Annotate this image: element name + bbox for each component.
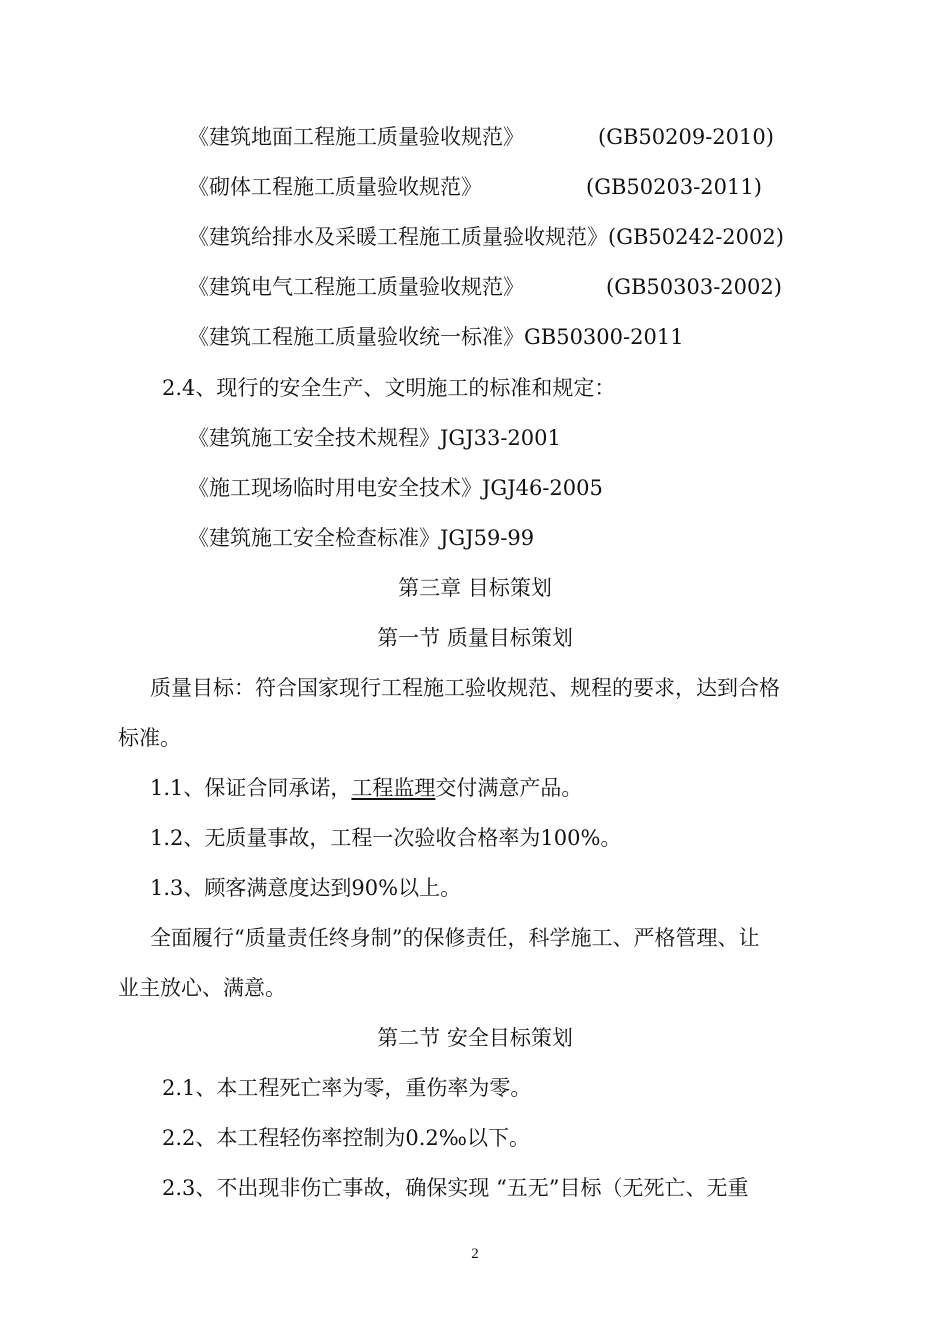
standard-title: 《砌体工程施工质量验收规范》 — [188, 175, 482, 199]
quality-item-1 — [150, 773, 582, 803]
quality-item-1-prefix: 1.1、保证合同承诺， — [150, 776, 352, 800]
quality-item-3: 1.3、顾客满意度达到90%以上。 — [150, 876, 462, 900]
safety-standard-item: 《施工现场临时用电安全技术》JGJ46-2005 — [188, 476, 603, 500]
standard-code: (GB50203-2011) — [586, 175, 762, 199]
page-number: 2 — [471, 1246, 479, 1262]
safety-item-3: 2.3、不出现非伤亡事故，确保实现 “五无”目标（无死亡、无重 — [162, 1176, 749, 1200]
quality-item-2: 1.2、无质量事故，工程一次验收合格率为100%。 — [150, 826, 622, 850]
section-1-title: 第一节 质量目标策划 — [377, 626, 573, 650]
standard-code: (GB50242-2002) — [608, 225, 784, 249]
standard-item-electrical — [188, 272, 782, 302]
section-2-4-heading: 2.4、现行的安全生产、文明施工的标准和规定： — [162, 376, 616, 400]
safety-standard-item: 《建筑施工安全技术规程》JGJ33-2001 — [188, 426, 561, 450]
quality-item-1-suffix: 交付满意产品。 — [435, 776, 583, 800]
section-2-title: 第二节 安全目标策划 — [377, 1026, 573, 1050]
supervision-link[interactable]: 工程监理 — [351, 776, 436, 800]
standard-item-plumbing — [188, 222, 784, 252]
safety-standard-item: 《建筑施工安全检查标准》JGJ59-99 — [188, 526, 535, 550]
quality-goal-line1: 质量目标：符合国家现行工程施工验收规范、规程的要求，达到合格 — [150, 676, 780, 700]
standard-title: 《建筑地面工程施工质量验收规范》 — [188, 125, 524, 149]
standard-item-unified — [188, 322, 684, 352]
standard-title: 《建筑给排水及采暖工程施工质量验收规范》 — [188, 225, 608, 249]
quality-closing-line2: 业主放心、满意。 — [118, 976, 286, 1000]
standard-item-masonry — [188, 172, 762, 202]
chapter-title: 第三章 目标策划 — [398, 576, 552, 600]
quality-goal-line2: 标准。 — [118, 726, 181, 750]
standard-title: 《建筑工程施工质量验收统一标准》 — [188, 325, 524, 349]
quality-closing-line1: 全面履行“质量责任终身制”的保修责任，科学施工、严格管理、让 — [150, 926, 760, 950]
safety-item-1: 2.1、本工程死亡率为零，重伤率为零。 — [162, 1076, 532, 1100]
standard-code: (GB50303-2002) — [606, 275, 782, 299]
standard-item-ground — [188, 122, 774, 152]
standard-code: (GB50209-2010) — [598, 125, 774, 149]
safety-item-2: 2.2、本工程轻伤率控制为0.2‰以下。 — [162, 1126, 530, 1150]
standard-code: GB50300-2011 — [524, 325, 684, 349]
standard-title: 《建筑电气工程施工质量验收规范》 — [188, 275, 524, 299]
